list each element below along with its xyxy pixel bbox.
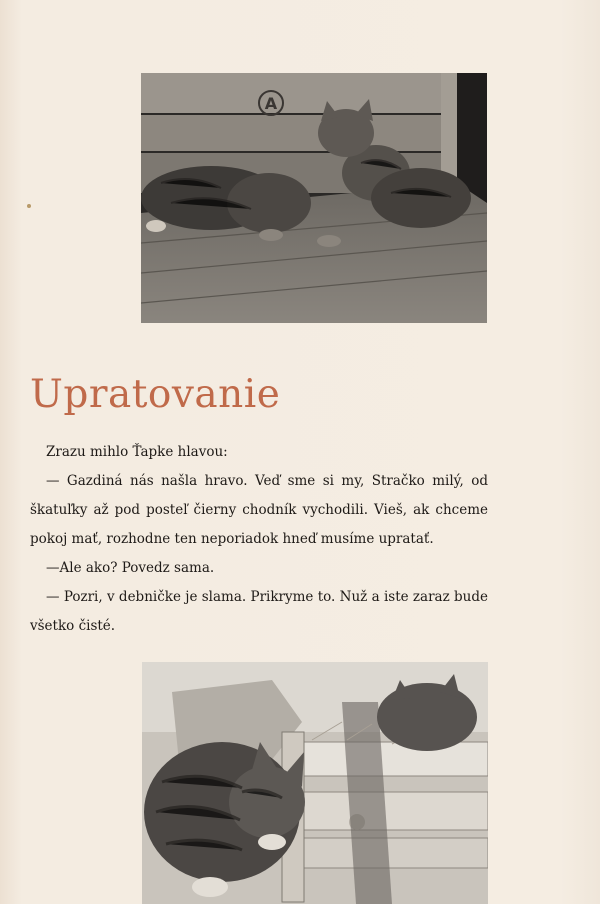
paragraph: Zrazu mihlo Ťapke hlavou: bbox=[46, 444, 228, 460]
paragraph: — Pozri, v debničke je slama. Prikryme to. Nuž a iste zaraz bude všetko čisté. bbox=[30, 589, 488, 634]
story-text bbox=[30, 438, 488, 641]
paragraph: —Ale ako? Povedz sama. bbox=[46, 560, 215, 576]
chapter-title: Upratovanie bbox=[30, 372, 281, 417]
kittens-photo-bottom bbox=[142, 662, 488, 904]
paragraph: — Gazdiná nás našla hravo. Veď sme si my, Stračko milý, od škatuľky až pod posteľ čierny chodník vychodili. Vieš, ak chceme pokoj mať, rozhodne ten neporiadok hneď musíme upratať. bbox=[30, 473, 488, 547]
kittens-photo-bottom-image bbox=[142, 662, 488, 904]
kittens-photo-top-image bbox=[141, 73, 487, 323]
kittens-photo-top bbox=[141, 73, 487, 323]
paper-speck bbox=[27, 204, 31, 208]
crate-mark: A bbox=[264, 94, 278, 113]
